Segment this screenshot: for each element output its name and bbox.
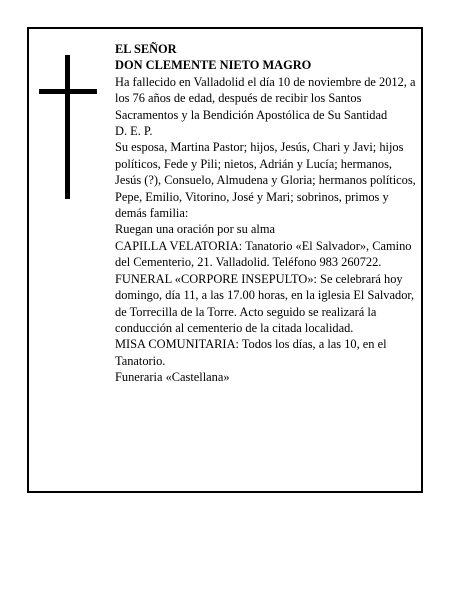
family-list: Su esposa, Martina Pastor; hijos, Jesús, Chari y Javi; hijos políticos, Fede y Pili; nietos, Adrián y Lucía; hermanos, Jesús (?), Consuelo, Almudena y Gloria; hermanos políticos, Pepe, Emilio, Vitorino, José y Mari; sobrinos, primos y demás familia: xyxy=(115,140,416,221)
funeral-home: Funeraria «Castellana» xyxy=(115,370,230,385)
obituary-notice xyxy=(27,27,423,493)
rip-line: D. E. P. xyxy=(115,124,153,139)
notice-title: EL SEÑOR xyxy=(115,42,177,56)
death-announcement: Ha fallecido en Valladolid el día 10 de noviembre de 2012, a los 76 años de edad, después de recibir los Santos Sacramentos y la Bendición Apostólica de Su Santidad xyxy=(115,74,416,122)
chapel-info: CAPILLA VELATORIA: Tanatorio «El Salvador», Camino del Cementerio, 21. Valladolid. Teléfono 983 260722. xyxy=(115,238,412,270)
cross-vertical-bar xyxy=(65,55,70,199)
funeral-info: FUNERAL «CORPORE INSEPULTO»: Se celebrará hoy domingo, día 11, a las 17.00 horas, en la iglesia El Salvador, de Torrecilla de la Torre. Acto seguido se realizará la conducción al cementerio de la citada localidad. xyxy=(115,271,415,335)
mass-info: MISA COMUNITARIA: Todos los días, a las 10, en el Tanatorio. xyxy=(115,337,387,368)
prayer-request: Ruegan una oración por su alma xyxy=(115,222,275,237)
notice-text xyxy=(115,41,417,386)
deceased-name: DON CLEMENTE NIETO MAGRO xyxy=(115,58,312,73)
cross-horizontal-bar xyxy=(39,89,97,94)
